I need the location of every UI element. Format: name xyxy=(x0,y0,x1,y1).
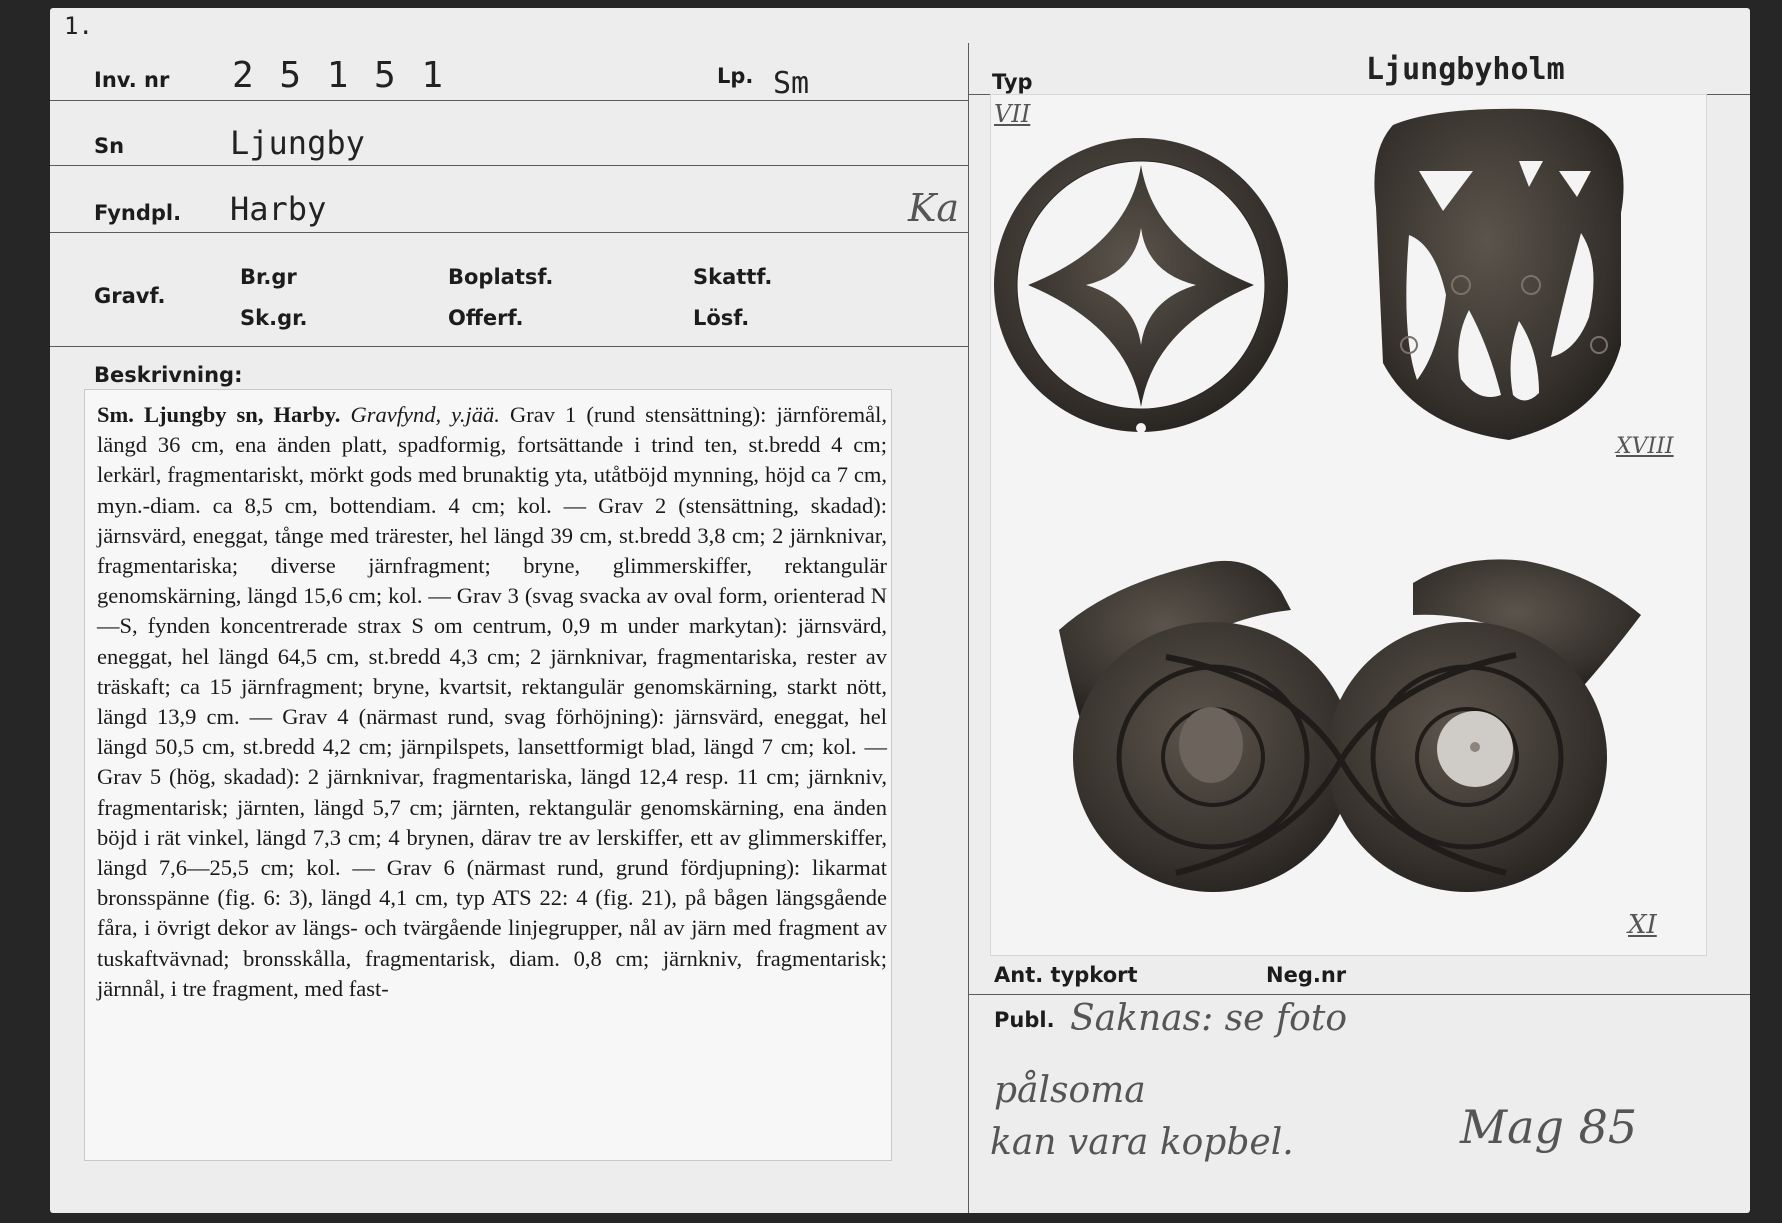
fyndpl-value: Harby xyxy=(230,190,327,228)
beskrivning-label: Beskrivning: xyxy=(94,363,243,387)
typ-value: Ljungbyholm xyxy=(1366,52,1565,87)
publ-note-4: Mag 85 xyxy=(1460,1100,1638,1154)
publ-note-2: pålsoma xyxy=(994,1070,1146,1111)
row-divider xyxy=(50,232,968,233)
index-card xyxy=(50,8,1750,1213)
offerf-label: Offerf. xyxy=(448,306,524,330)
shield-mount xyxy=(1374,109,1623,440)
fyndpl-label: Fyndpl. xyxy=(94,201,182,225)
ant-typkort-label: Ant. typkort xyxy=(994,963,1138,987)
gravf-label: Gravf. xyxy=(94,284,166,308)
boplatsf-label: Boplatsf. xyxy=(448,265,554,289)
figure-eight-mount xyxy=(1059,559,1641,892)
negnr-label: Neg.nr xyxy=(1266,963,1347,987)
publ-note-3: kan vara kopbel. xyxy=(990,1122,1294,1163)
description-box xyxy=(84,389,892,1161)
inv-nr-label: Inv. nr xyxy=(94,68,170,92)
fyndpl-note: Ka xyxy=(908,186,960,230)
type-mark-xviii: XVIII xyxy=(1616,434,1674,459)
type-mark-vii: VII xyxy=(994,100,1031,128)
sn-value: Ljungby xyxy=(230,124,365,162)
publ-label: Publ. xyxy=(994,1008,1055,1032)
ant-divider xyxy=(968,994,1750,995)
skattf-label: Skattf. xyxy=(693,265,773,289)
publ-note-1: Saknas: se foto xyxy=(1070,998,1347,1039)
inv-nr-value: 2 5 1 5 1 xyxy=(232,55,446,96)
artifact-photo xyxy=(990,94,1707,956)
description-lead-italic: Gravfynd, y.jää. xyxy=(350,402,500,427)
lp-label: Lp. xyxy=(717,64,754,88)
type-mark-xi: XI xyxy=(1628,910,1657,940)
sn-label: Sn xyxy=(94,134,125,158)
column-divider xyxy=(968,43,969,1213)
description-lead: Sm. Ljungby sn, Harby. xyxy=(97,402,341,427)
losf-label: Lösf. xyxy=(693,306,750,330)
skgr-label: Sk.gr. xyxy=(240,306,308,330)
card-number: 1. xyxy=(64,12,93,40)
row-divider xyxy=(50,165,968,166)
brgr-label: Br.gr xyxy=(240,265,297,289)
artifact-illustration xyxy=(991,95,1706,955)
round-mount xyxy=(994,138,1288,433)
typ-label: Typ xyxy=(992,70,1033,94)
description-body: Grav 1 (rund stensättning): järnföremål, längd 36 cm, ena änden platt, spadformig, fortsättande i trind ten, st.bredd 4 cm; lerkärl, fragmentariskt, mörkt gods med brunaktig yta, utåtböjd mynning, höjd ca 7 cm, myn.-diam. ca 8,5 cm, bottendiam. 4 cm; kol. — Grav 2 (stensättning, skadad): järnsvärd, eneggat, tånge med trärester, hel längd 39 cm, st.bredd 3,8 cm; 2 järnknivar, fragmentariska; diverse järnfragment; bryne, glimmerskiffer, rektangulär genomskärning, längd 15,6 cm; kol. — Grav 3 (svag svacka av oval form, orienterad N—S, fynden koncentrerade strax S om centrum, 0,9 m under markytan): järnsvärd, eneggat, hel längd 64,5 cm, st.bredd 4,3 cm; 2 järnknivar, fragmentariska, rester av träskaft; ca 15 järnfragment; bryne, kvartsit, rektangulär genomskärning, starkt nött, längd 13,9 cm. — Grav 4 (närmast rund, svag förhöjning): järnsvärd, eneggat, hel längd 50,5 cm, st.bredd 4,2 cm; järnpilspets, lansettformigt blad, längd 7 cm; kol. — Grav 5 (hög, skadad): 2 järnknivar, fragmentariska, längd 12,4 resp. 11 cm; järnkniv, fragmentarisk; järnten, längd 5,7 cm; järnten, rektangulär genomskärning, ena änden böjd i rät vinkel, längd 7,3 cm; 4 brynen, därav tre av lerskiffer, ett av glimmerskiffer, längd 7,6—25,5 cm; kol. — Grav 6 (närmast rund, grund fördjupning): likarmat bronsspänne (fig. 6: 3), längd 4,1 cm, typ ATS 22: 4 (fig. 21), på bågen längsgående fåra, i övrigt dekor av längs- och tvärgående linjegrupper, nål av järn med fragment av tuskaftvävnad; bronsskålla, fragmentarisk, diam. 0,8 cm; järnkniv, fragmentarisk; järnnål, i tre fragment, med fast- xyxy=(97,402,888,1001)
row-divider xyxy=(50,100,968,101)
row-divider xyxy=(50,346,968,347)
lp-value: Sm xyxy=(773,66,810,101)
description-text xyxy=(97,400,887,1004)
